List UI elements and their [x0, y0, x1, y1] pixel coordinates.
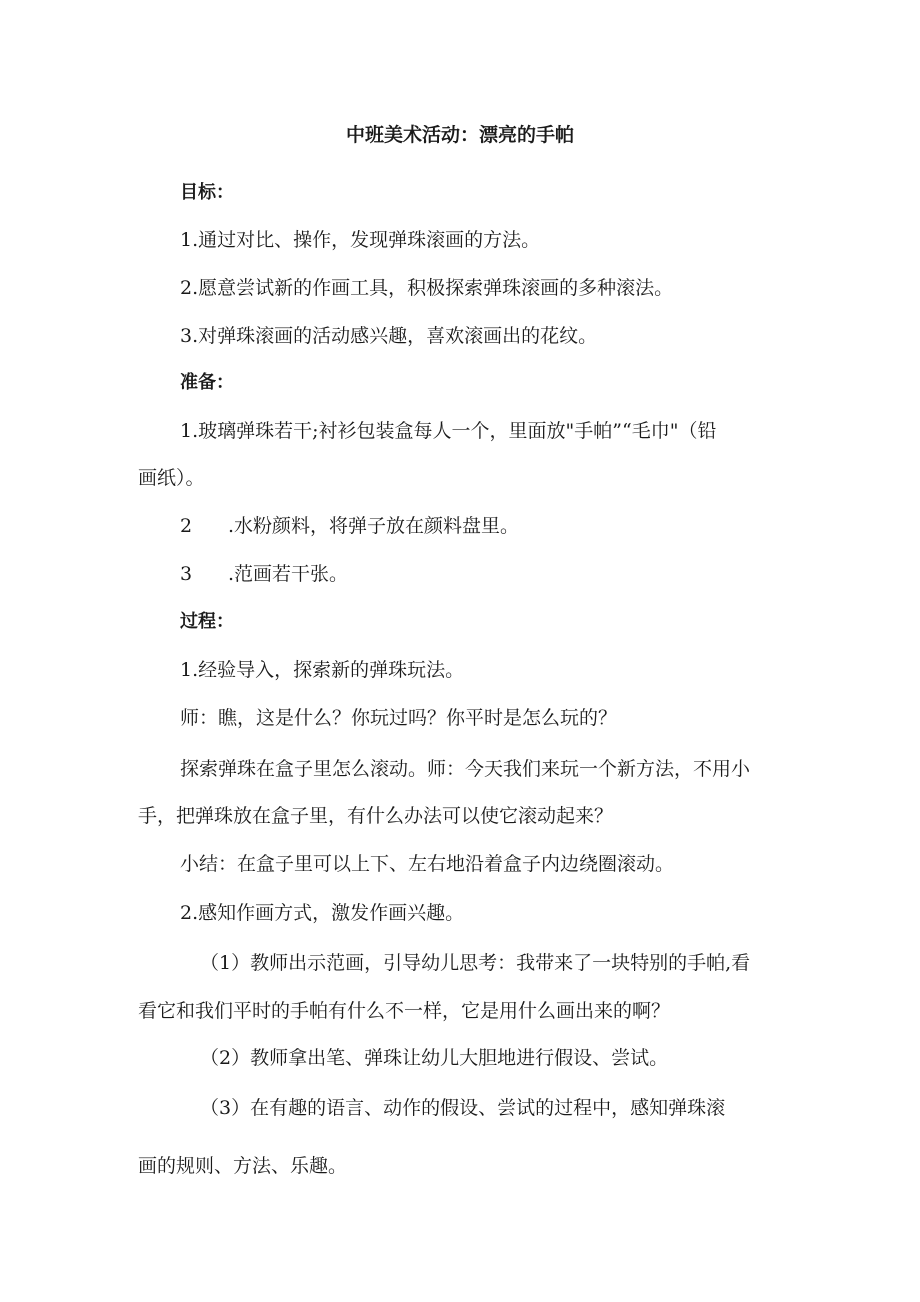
process-step-2-number: 2: [180, 902, 193, 924]
goal-item-2-text: .愿意尝试新的作画工具，积极探索弹珠滚画的多种滚法。: [192, 277, 674, 299]
prep-item-1-number: 1: [180, 420, 193, 442]
prep-item-1-text: .玻璃弹珠若干;衬衫包装盒每人一个，里面放"手帕”“毛巾"（铅: [192, 420, 717, 442]
teacher-question: 师：瞧，这是什么？你玩过吗？你平时是怎么玩的？: [180, 707, 618, 729]
process-step-1: [180, 657, 780, 683]
prep-item-3-text: .范画若干张。: [228, 563, 349, 585]
process-step-2-text: .感知作画方式，激发作画兴趣。: [192, 902, 465, 924]
goal-item-1: [180, 227, 800, 253]
goal-item-1-number: 1: [180, 229, 193, 251]
prep-item-1-continuation: 画纸）。: [138, 467, 205, 489]
goal-item-3: [180, 323, 800, 349]
prep-item-3-number: 3: [180, 563, 193, 585]
goals-heading: 目标：: [180, 182, 234, 203]
sub-step-3-line-2: 画的规则、方法、乐趣。: [138, 1155, 348, 1177]
page-title: 中班美术活动：漂亮的手帕: [345, 124, 574, 146]
sub-step-3-line-1: （3）在有趣的语言、动作的假设、尝试的过程中，感知弹珠滚: [200, 1097, 726, 1119]
goal-item-1-text: .通过对比、操作，发现弹珠滚画的方法。: [192, 229, 541, 251]
goal-item-3-number: 3: [180, 325, 193, 347]
goal-item-3-text: .对弹珠滚画的活动感兴趣，喜欢滚画出的花纹。: [192, 325, 598, 347]
prep-item-2-text: .水粉颜料，将弹子放在颜料盘里。: [228, 515, 520, 537]
summary-text: 小结：在盒子里可以上下、左右地沿着盒子内边绕圈滚动。: [180, 853, 675, 875]
sub-step-1-line-2: 看它和我们平时的手帕有什么不一样，它是用什么画出来的啊？: [138, 1000, 671, 1022]
prep-item-1: [180, 418, 820, 444]
process-step-1-text: .经验导入，探索新的弹珠玩法。: [192, 659, 465, 681]
prep-item-2-number: 2: [180, 515, 193, 537]
goal-item-2: [180, 275, 800, 301]
process-heading: 过程：: [180, 611, 234, 632]
prep-item-2: [180, 513, 780, 539]
preparation-heading: 准备：: [180, 372, 234, 393]
sub-step-1-line-1: （1）教师出示范画，引导幼儿思考：我带来了一块特别的手帕,看: [200, 952, 751, 974]
explore-paragraph-line-2: 手，把弹珠放在盒子里，有什么办法可以使它滚动起来？: [138, 805, 614, 827]
process-step-1-number: 1: [180, 659, 193, 681]
goal-item-2-number: 2: [180, 277, 193, 299]
process-step-2: [180, 900, 780, 926]
prep-item-3: [180, 561, 780, 587]
explore-paragraph-line-1: 探索弹珠在盒子里怎么滚动。师：今天我们来玩一个新方法，不用小: [180, 758, 751, 780]
sub-step-2: （2）教师拿出笔、弹珠让幼儿大胆地进行假设、尝试。: [200, 1047, 669, 1069]
